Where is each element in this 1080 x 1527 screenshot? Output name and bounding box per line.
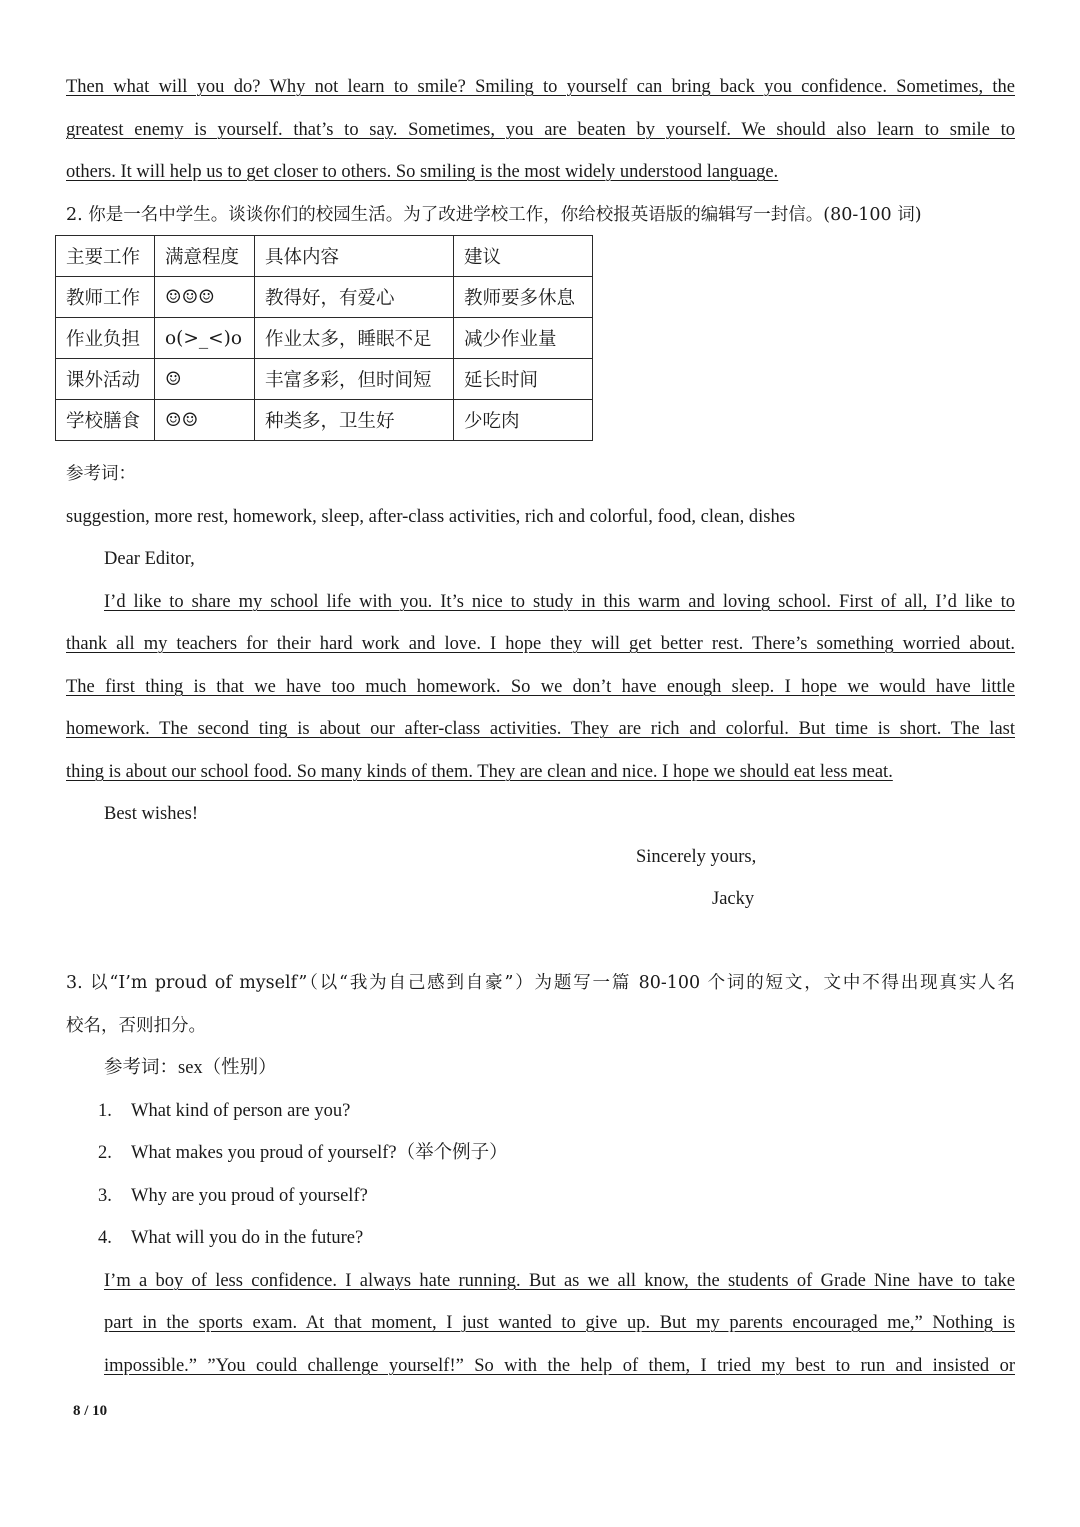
q2-prompt: 2. 你是一名中学生。谈谈你们的校园生活。为了改进学校工作，你给校报英语版的编辑写一封信。(80-100 词)	[66, 205, 922, 225]
table-cell: ☺☺☺	[155, 277, 255, 318]
q3-prompt-line-1: 3. 以“I’m proud of myself”（以“我为自己感到自豪”）为题写一篇 80-100 个词的短文，文中不得出现真实人名	[66, 973, 1015, 993]
letter-line-5: thing is about our school food. So many kinds of them. They are clean and nice. I hope we should eat less meat.	[66, 762, 893, 782]
table-cell: 教师要多休息	[454, 277, 593, 318]
table-cell: ☺	[155, 359, 255, 400]
q3-question-number: 1.	[98, 1101, 112, 1121]
letter-line-2: thank all my teachers for their hard work and love. I hope they will get better rest. There’s something worried about.	[66, 634, 1015, 654]
q3-question-text: What makes you proud of yourself?（举个例子）	[131, 1143, 508, 1163]
letter-signature: Jacky	[712, 889, 755, 909]
page-number: 8 / 10	[73, 1403, 108, 1419]
table-cell: 作业太多，睡眠不足	[255, 318, 454, 359]
q3-ref-words: 参考词：sex（性别）	[104, 1058, 277, 1078]
q3-question-text: What kind of person are you?	[131, 1101, 351, 1121]
essay1-line-2: greatest enemy is yourself. that’s to say. Sometimes, you are beaten by yourself. We should also learn to smile to	[66, 120, 1015, 140]
letter-line-1: I’d like to share my school life with you. It’s nice to study in this warm and loving school. First of all, I’d like to	[104, 592, 1015, 612]
table-cell: 教得好，有爱心	[255, 277, 454, 318]
table-header-cell: 建议	[454, 236, 593, 277]
table-cell: 减少作业量	[454, 318, 593, 359]
table-cell: 学校膳食	[56, 400, 155, 441]
q3-answer-line-1: I’m a boy of less confidence. I always hate running. But as we all know, the students of Grade Nine have to take	[104, 1271, 1015, 1291]
q3-question-text: What will you do in the future?	[131, 1228, 364, 1248]
q3-answer-line-2: part in the sports exam. At that moment, I just wanted to give up. But my parents encouraged me,” Nothing is	[104, 1313, 1015, 1333]
table-row	[56, 400, 593, 441]
essay1-line-3: others. It will help us to get closer to others. So smiling is the most widely understood language.	[66, 162, 779, 182]
table-cell: 种类多，卫生好	[255, 400, 454, 441]
letter-sign-off: Sincerely yours,	[636, 847, 757, 867]
q2-ref-words: suggestion, more rest, homework, sleep, after-class activities, rich and colorful, food, clean, dishes	[66, 507, 796, 527]
q3-answer-line-3: impossible.” ”You could challenge yourself!” So with the help of them, I tried my best to run and insisted or	[104, 1356, 1015, 1376]
letter-line-4: homework. The second ting is about our after-class activities. They are rich and colorful. But time is short. The last	[66, 719, 1015, 739]
q3-prompt-line-2: 校名，否则扣分。	[66, 1016, 206, 1036]
table-row	[56, 359, 593, 400]
table-header-row	[56, 236, 593, 277]
table-cell: 丰富多彩，但时间短	[255, 359, 454, 400]
q2-ref-label: 参考词：	[66, 464, 136, 484]
table-row	[56, 277, 593, 318]
table-cell: 延长时间	[454, 359, 593, 400]
table-cell: 作业负担	[56, 318, 155, 359]
table-header-cell: 具体内容	[255, 236, 454, 277]
table-cell: o(>_<)o	[155, 318, 255, 359]
letter-line-3: The first thing is that we have too much homework. So we don’t have enough sleep. I hope we would have little	[66, 677, 1015, 697]
table-row	[56, 318, 593, 359]
table-header-cell: 满意程度	[155, 236, 255, 277]
q2-table	[55, 235, 593, 441]
q3-question-text: Why are you proud of yourself?	[131, 1186, 368, 1206]
letter-greeting: Dear Editor,	[104, 549, 195, 569]
q3-question-number: 3.	[98, 1186, 112, 1206]
letter-closing: Best wishes!	[104, 804, 199, 824]
table-cell: ☺☺	[155, 400, 255, 441]
table-header-cell: 主要工作	[56, 236, 155, 277]
essay1-line-1: Then what will you do? Why not learn to smile? Smiling to yourself can bring back you confidence. Sometimes, the	[66, 77, 1015, 97]
q3-question-number: 2.	[98, 1143, 112, 1163]
q3-question-number: 4.	[98, 1228, 112, 1248]
table-cell: 课外活动	[56, 359, 155, 400]
table-cell: 少吃肉	[454, 400, 593, 441]
table-cell: 教师工作	[56, 277, 155, 318]
